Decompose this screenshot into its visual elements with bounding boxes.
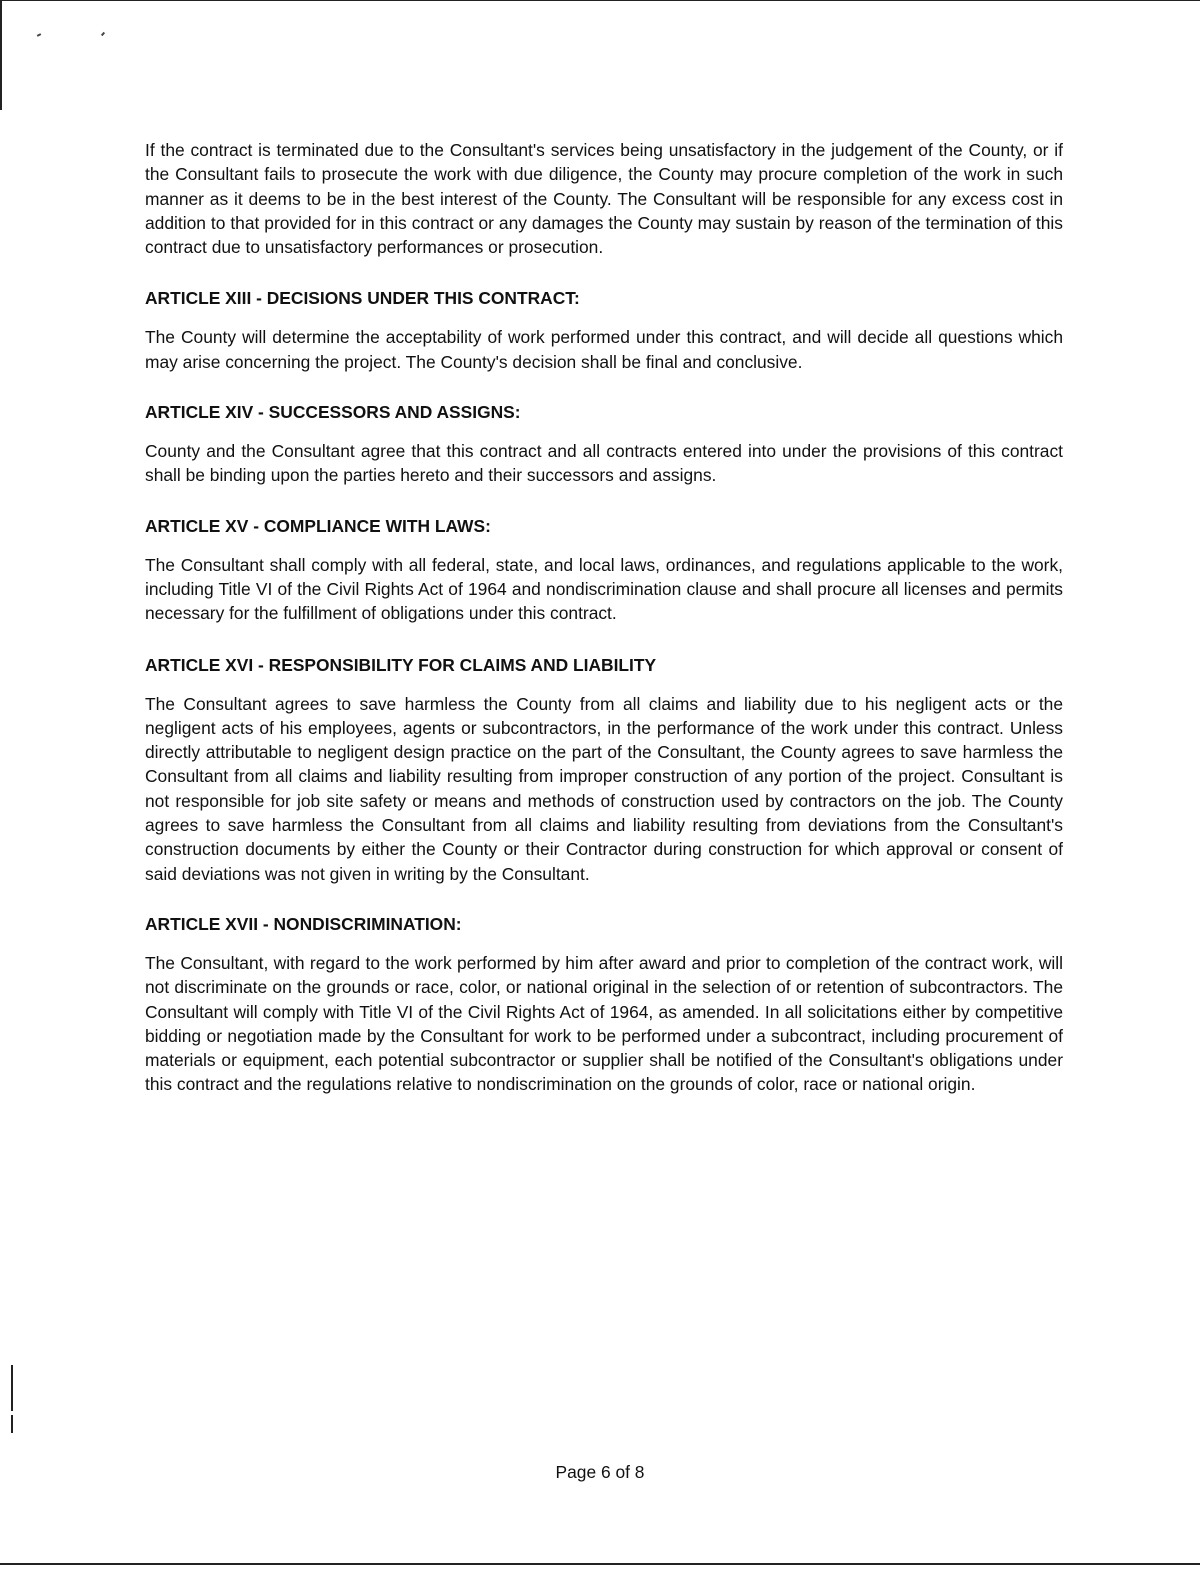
paragraph-claims-liability: The Consultant agrees to save harmless the County from all claims and liability due to his negligent acts or the negligent acts of his employees, agents or subcontractors, in the performance of the work under this contract. Unless directly attributable to negligent design practice on the part of the Consultant, the County agrees to save harmless the Consultant from all claims and liability resulting from improper construction of any portion of the project. Consultant is not responsible for job site safety or means and methods of construction used by contractors on the job. The County agrees to save harmless the Consultant from all claims and liability resulting from deviations from the Consultant's construction documents by either the County or their Contractor during construction for which approval or consent of said deviations was not given in writing by the Consultant. [145, 693, 1063, 884]
paragraph-nondiscrimination: The Consultant, with regard to the work performed by him after award and prior to completion of the contract work, will not discriminate on the grounds or race, color, or national original in the selection of or retention of subcontractors. The Consultant will comply with Title VI of the Civil Rights Act of 1964, as amended. In all solicitations either by competitive bidding or negotiation made by the Consultant for work to be performed under a subcontract, including procurement of materials or equipment, each potential subcontractor or supplier shall be notified of the Consultant's obligations under this contract and the regulations relative to nondiscrimination on the grounds of color, race or national origin. [145, 952, 1063, 1095]
scan-edge-left [0, 0, 2, 110]
margin-mark-lower [11, 1415, 13, 1433]
paragraph-termination: If the contract is terminated due to the Consultant's services being unsatisfactory in the judgement of the County, or if the Consultant fails to prosecute the work with due diligence, the County may procure completion of the work in such manner as it deems to be in the best interest of the County. The Consultant will be responsible for any excess cost in addition to that provided for in this contract or any damages the County may sustain by reason of the termination of this contract due to unsatisfactory performances or prosecution. [145, 140, 1063, 258]
scan-speck [37, 33, 41, 37]
heading-article-xv: ARTICLE XV - COMPLIANCE WITH LAWS: [145, 515, 491, 536]
document-body [145, 138, 1063, 1097]
paragraph-compliance: The Consultant shall comply with all federal, state, and local laws, ordinances, and regulations applicable to the work, including Title VI of the Civil Rights Act of 1964 and nondiscrimination clause and shall procure all licenses and permits necessary for the fulfillment of obligations under this contract. [145, 554, 1063, 624]
scan-edge-top [0, 0, 1200, 13]
paragraph-decisions: The County will determine the acceptability of work performed under this contract, and will decide all questions which may arise concerning the project. The County's decision shall be final and conclusive. [145, 327, 1063, 372]
scan-speck [101, 32, 105, 36]
heading-article-xvii: ARTICLE XVII - NONDISCRIMINATION: [145, 913, 462, 934]
heading-article-xiv: ARTICLE XIV - SUCCESSORS AND ASSIGNS: [145, 402, 521, 423]
page-number: Page 6 of 8 [555, 1462, 645, 1482]
heading-article-xvi: ARTICLE XVI - RESPONSIBILITY FOR CLAIMS AND LIABILITY [145, 654, 657, 675]
paragraph-successors: County and the Consultant agree that this contract and all contracts entered into under the provisions of this contract shall be binding upon the parties hereto and their successors and assigns. [145, 441, 1063, 486]
heading-article-xiii: ARTICLE XIII - DECISIONS UNDER THIS CONTRACT: [145, 288, 580, 309]
margin-mark-upper [11, 1365, 13, 1411]
scan-edge-bottom [0, 1563, 1200, 1565]
